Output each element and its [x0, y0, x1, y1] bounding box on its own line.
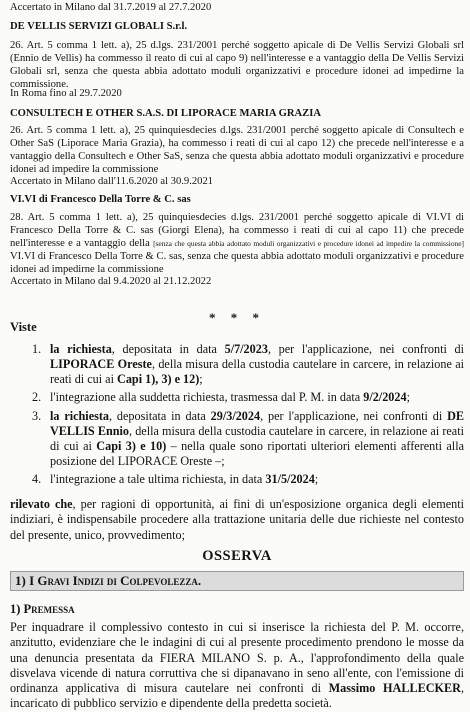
viste-item-bold: 5/7/2023 — [224, 342, 268, 356]
date-line-2: In Roma fino al 29.7.2020 — [10, 88, 122, 99]
premessa-paragraph — [10, 620, 464, 712]
viste-item-text: , della misura della custodia cautelare in carcere, in relazione ai reati di cui ai — [50, 423, 464, 453]
paragraph-28-text-b: VI.VI di Francesco Della Torre & C. sas, senza che questa abbia adottato moduli organizzativi e procedure idonei ad impedirne la commissione — [10, 250, 464, 275]
viste-item-text: l'integrazione a tale ultima richiesta, in data — [50, 472, 266, 486]
subsection-heading — [10, 602, 464, 617]
date-line-3: Accertato in Milano dall'11.6.2020 al 30.9.2021 — [10, 176, 214, 187]
viste-item — [10, 409, 464, 470]
viste-item-text: ; — [314, 472, 319, 486]
paragraph-28-text-a: 28. Art. 5 comma 1 lett. a), 25 quinquiesdecies d.lgs. 231/2001 perché soggetto apicale di VI.VI di Francesco Della Torre & C. sas (Giorgi Elena), ha commesso i reati di cui al capo 11) che precede nell'interesse e a vantaggio della — [10, 212, 464, 249]
date-line-1: Accertato in Milano dal 31.7.2019 al 27.7.2020 — [10, 2, 212, 13]
viste-item-text: l'integrazione alla suddetta richiesta, trasmessa dal P. M. in data — [50, 390, 364, 405]
premessa-tail: , incaricato di pubblico servizio e dipendente della predetta società. — [10, 681, 464, 711]
viste-list — [10, 342, 464, 490]
premessa-text: Per inquadrare il complessivo contesto in cui si inserisce la richiesta del P. M. occorre, anzitutto, evidenziare che le indagini di cui al presente procedimento prendono le mosse da una denuncia presentata da FIERA MILANO S. p. A., l'approfondimento della quale disvelava vicende di natura corruttiva che si dipanavano in seno all'ente, con l'emissione di ordinanza applicativa di misura cautelare nei confronti di — [10, 620, 464, 695]
viste-item-bold: Capi 3) e 10) — [96, 438, 167, 453]
section-heading-text: 1) I Gravi Indizi di Colpevolezza. — [15, 573, 202, 588]
paragraph-28-inserted-note: [senza che questa abbia adottato moduli organizzativi e procedure idonei ad impedire la commissione] — [153, 238, 464, 248]
viste-item-text: , depositata in data — [111, 342, 225, 356]
viste-item-bold: LIPORACE Oreste — [50, 357, 152, 372]
viste-item — [10, 472, 464, 487]
viste-item-text: – nella quale sono riportati ulteriori elementi afferenti alla posizione del LIPORACE Oreste –; — [50, 438, 464, 468]
date-line-4: Accertato in Milano dal 9.4.2020 al 21.12.2022 — [10, 276, 212, 287]
viste-item-bold: 29/3/2024 — [210, 408, 261, 423]
rilevato-bold: rilevato che — [10, 497, 73, 511]
viste-item-bold: 9/2/2024 — [363, 390, 407, 405]
viste-item-text: , per l'applicazione, nei confronti di — [267, 342, 464, 356]
paragraph-28-vivi — [10, 212, 464, 277]
paragraph-26-de-vellis: 26. Art. 5 comma 1 lett. a), 25 d.lgs. 231/2001 perché soggetto apicale di De Vellis Servizi Globali srl (Ennio de Vellis) ha commesso il reato di cui al capo 9) nell'interesse e a vantaggio della De Vellis Servizi Globali srl, senza che questa abbia adottato moduli organizzativi e procedure idonei ad impedirne la commissione. — [10, 40, 464, 90]
viste-item-number: 2. — [32, 390, 42, 405]
premessa-bold-name: Massimo HALLECKER — [328, 681, 461, 695]
rilevato-text: , per ragioni di opportunità, ai fini di un'esposizione organica degli elementi indiziari, è indispensabile procedere alla trattazione unitaria delle due richieste nel contesto del presente, unico, provvedimento; — [10, 497, 464, 542]
section-heading-bar — [10, 571, 464, 591]
paragraph-26-consultech: 26. Art. 5 comma 1 lett. a), 25 quinquiesdecies d.lgs. 231/2001 perché soggetto apicale di Consultech e Other SaS (Liporace Maria Grazia), ha commesso i reati di cui al capo 12) che precede nell'interesse e a vantaggio della Consultech e Other SaS, senza che questa abbia adottato moduli organizzativi e procedure idonei ad impedire la commissione — [10, 125, 464, 175]
entity-heading-vivi: VI.VI di Francesco Della Torre & C. sas — [10, 194, 191, 205]
viste-item-text: , per l'applicazione, nei confronti di — [260, 408, 448, 423]
subsection-heading-text: 1) Premessa — [10, 602, 75, 616]
viste-item — [10, 390, 464, 405]
viste-item-number: 4. — [32, 472, 42, 486]
entity-heading-de-vellis: DE VELLIS SERVIZI GLOBALI S.r.l. — [10, 21, 188, 32]
viste-heading: Viste — [10, 320, 37, 334]
viste-item-bold: DE VELLIS Ennio — [50, 408, 464, 438]
viste-item-number: 3. — [32, 408, 42, 423]
viste-item-text: ; — [406, 390, 410, 405]
viste-item-text: , della misura della custodia cautelare in carcere, in relazione ai reati di cui ai — [50, 357, 465, 387]
entity-heading-consultech: CONSULTECH E OTHER S.A.S. DI LIPORACE MARIA GRAZIA — [10, 108, 322, 119]
viste-item-bold: Capi 1), 3) e 12) — [117, 372, 200, 387]
viste-item-bold: la richiesta — [50, 342, 112, 356]
viste-item-bold: 31/5/2024 — [265, 472, 315, 486]
viste-item-bold: la richiesta — [50, 408, 110, 423]
viste-item-text: ; — [199, 372, 203, 387]
rilevato-paragraph — [10, 497, 464, 543]
osserva-heading: OSSERVA — [202, 548, 272, 564]
viste-item-text: , depositata in data — [109, 408, 211, 423]
section-separator-stars: * * * — [209, 310, 265, 325]
viste-item-number: 1. — [32, 342, 42, 356]
viste-item — [10, 342, 464, 387]
